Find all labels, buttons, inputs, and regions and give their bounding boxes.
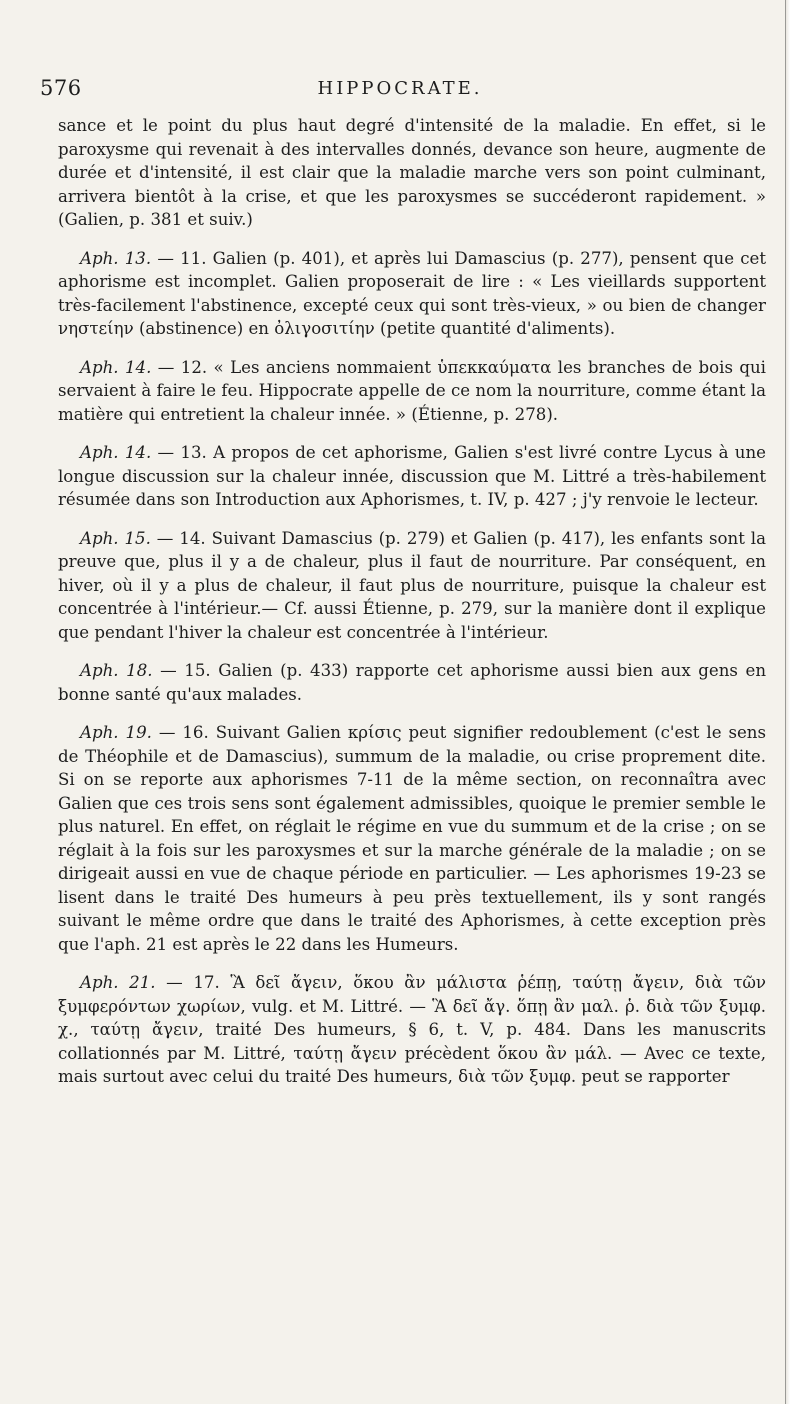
aphorism-ref: Aph. 21. bbox=[80, 973, 156, 992]
aphorism-ref: Aph. 14. bbox=[80, 443, 152, 462]
aphorism-ref: Aph. 19. bbox=[80, 723, 152, 742]
note-aph-13 bbox=[58, 247, 766, 341]
note-text: — 13. A propos de cet aphorisme, Galien s'est livré contre Lycus à une longue discussion sur la chaleur innée, discussion que M. Littré a très-habilement résumée dans son Introduction aux Aphorismes, t. IV, p. 427 ; j'y renvoie le lecteur. bbox=[58, 443, 766, 509]
note-text: — 14. Suivant Damascius (p. 279) et Galien (p. 417), les enfants sont la preuve que, plus il y a de chaleur, plus il faut de nourriture. Par conséquent, en hiver, où il y a plus de chaleur, il faut plus de nourriture, puisque la chaleur est concentrée à l'intérieur.— Cf. aussi Étienne, p. 279, sur la manière dont il explique que pendant l'hiver la chaleur est concentrée à l'intérieur. bbox=[58, 528, 766, 642]
aphorism-ref: Aph. 18. bbox=[80, 661, 153, 680]
note-aph-19 bbox=[58, 721, 766, 956]
note-aph-14a bbox=[58, 356, 766, 427]
aphorism-ref: Aph. 14. bbox=[80, 357, 152, 377]
note-aph-18 bbox=[58, 659, 766, 706]
note-text: — 17. Ἃ δεῖ ἄγειν, ὅκου ἂν μάλιστα ῥέπῃ, ταύτῃ ἄγειν, διὰ τῶν ξυμφερόντων χωρίων, vulg. et M. Littré. — Ἃ δεῖ ἄγ. ὅπῃ ἂν μαλ. ῥ. διὰ τῶν ξυμφ. χ., ταύτῃ ἄγειν, traité Des humeurs, § 6, t. V, p. 484. Dans les manuscrits collationnés par M. Littré, ταύτῃ ἄγειν précèdent ὅκου ἂν μάλ. — Avec ce texte, mais surtout avec celui du traité Des humeurs, διὰ τῶν ξυμφ. peut se rapporter bbox=[58, 973, 766, 1086]
body-text bbox=[58, 114, 766, 1089]
aphorism-ref: Aph. 13. bbox=[80, 248, 152, 268]
aphorism-ref: Aph. 15. bbox=[80, 528, 151, 548]
page-edge bbox=[785, 0, 800, 1404]
page-number: 576 bbox=[40, 76, 82, 100]
note-text: — 11. Galien (p. 401), et après lui Damascius (p. 277), pensent que cet aphorisme est incomplet. Galien proposerait de lire : « Les vieillards supportent très-facilement l'abstinence, excepté ceux qui sont très-vieux, » ou bien de changer νηστείην (abstinence) en ὀλιγοσιτίην (petite quantité d'aliments). bbox=[58, 248, 766, 338]
note-aph-15 bbox=[58, 527, 766, 645]
paragraph-continuation bbox=[58, 114, 766, 232]
running-header bbox=[40, 74, 760, 108]
running-title: HIPPOCRATE. bbox=[317, 78, 483, 99]
paragraph-text: sance et le point du plus haut degré d'intensité de la maladie. En effet, si le paroxysme qui revenait à des intervalles donnés, devance son heure, augmente de durée et d'intensité, il est clair que la maladie marche vers son point culminant, arrivera bientôt à la crise, et que les paroxysmes se succéderont rapidement. » (Galien, p. 381 et suiv.) bbox=[58, 116, 766, 229]
note-text: — 16. Suivant Galien κρίσις peut signifier redoublement (c'est le sens de Théophile et de Damascius), summum de la maladie, ou crise proprement dite. Si on se reporte aux aphorismes 7-11 de la même section, on reconnaîtra avec Galien que ces trois sens sont également admissibles, quoique le premier semble le plus naturel. En effet, on réglait le régime en vue du summum et de la crise ; on se réglait à la fois sur les paroxysmes et sur la marche générale de la maladie ; on se dirigeait aussi en vue de chaque période en particulier. — Les aphorismes 19-23 se lisent dans le traité Des humeurs à peu près textuellement, ils y sont rangés suivant le même ordre que dans le traité des Aphorismes, à cette exception près que l'aph. 21 est après le 22 dans les Humeurs. bbox=[58, 723, 766, 954]
note-aph-14b bbox=[58, 441, 766, 512]
note-text: — 12. « Les anciens nommaient ὑπεκκαύματα les branches de bois qui servaient à faire le feu. Hippocrate appelle de ce nom la nourriture, comme étant la matière qui entretient la chaleur innée. » (Étienne, p. 278). bbox=[58, 357, 766, 424]
note-aph-21 bbox=[58, 971, 766, 1089]
note-text: — 15. Galien (p. 433) rapporte cet aphorisme aussi bien aux gens en bonne santé qu'aux malades. bbox=[58, 661, 767, 704]
